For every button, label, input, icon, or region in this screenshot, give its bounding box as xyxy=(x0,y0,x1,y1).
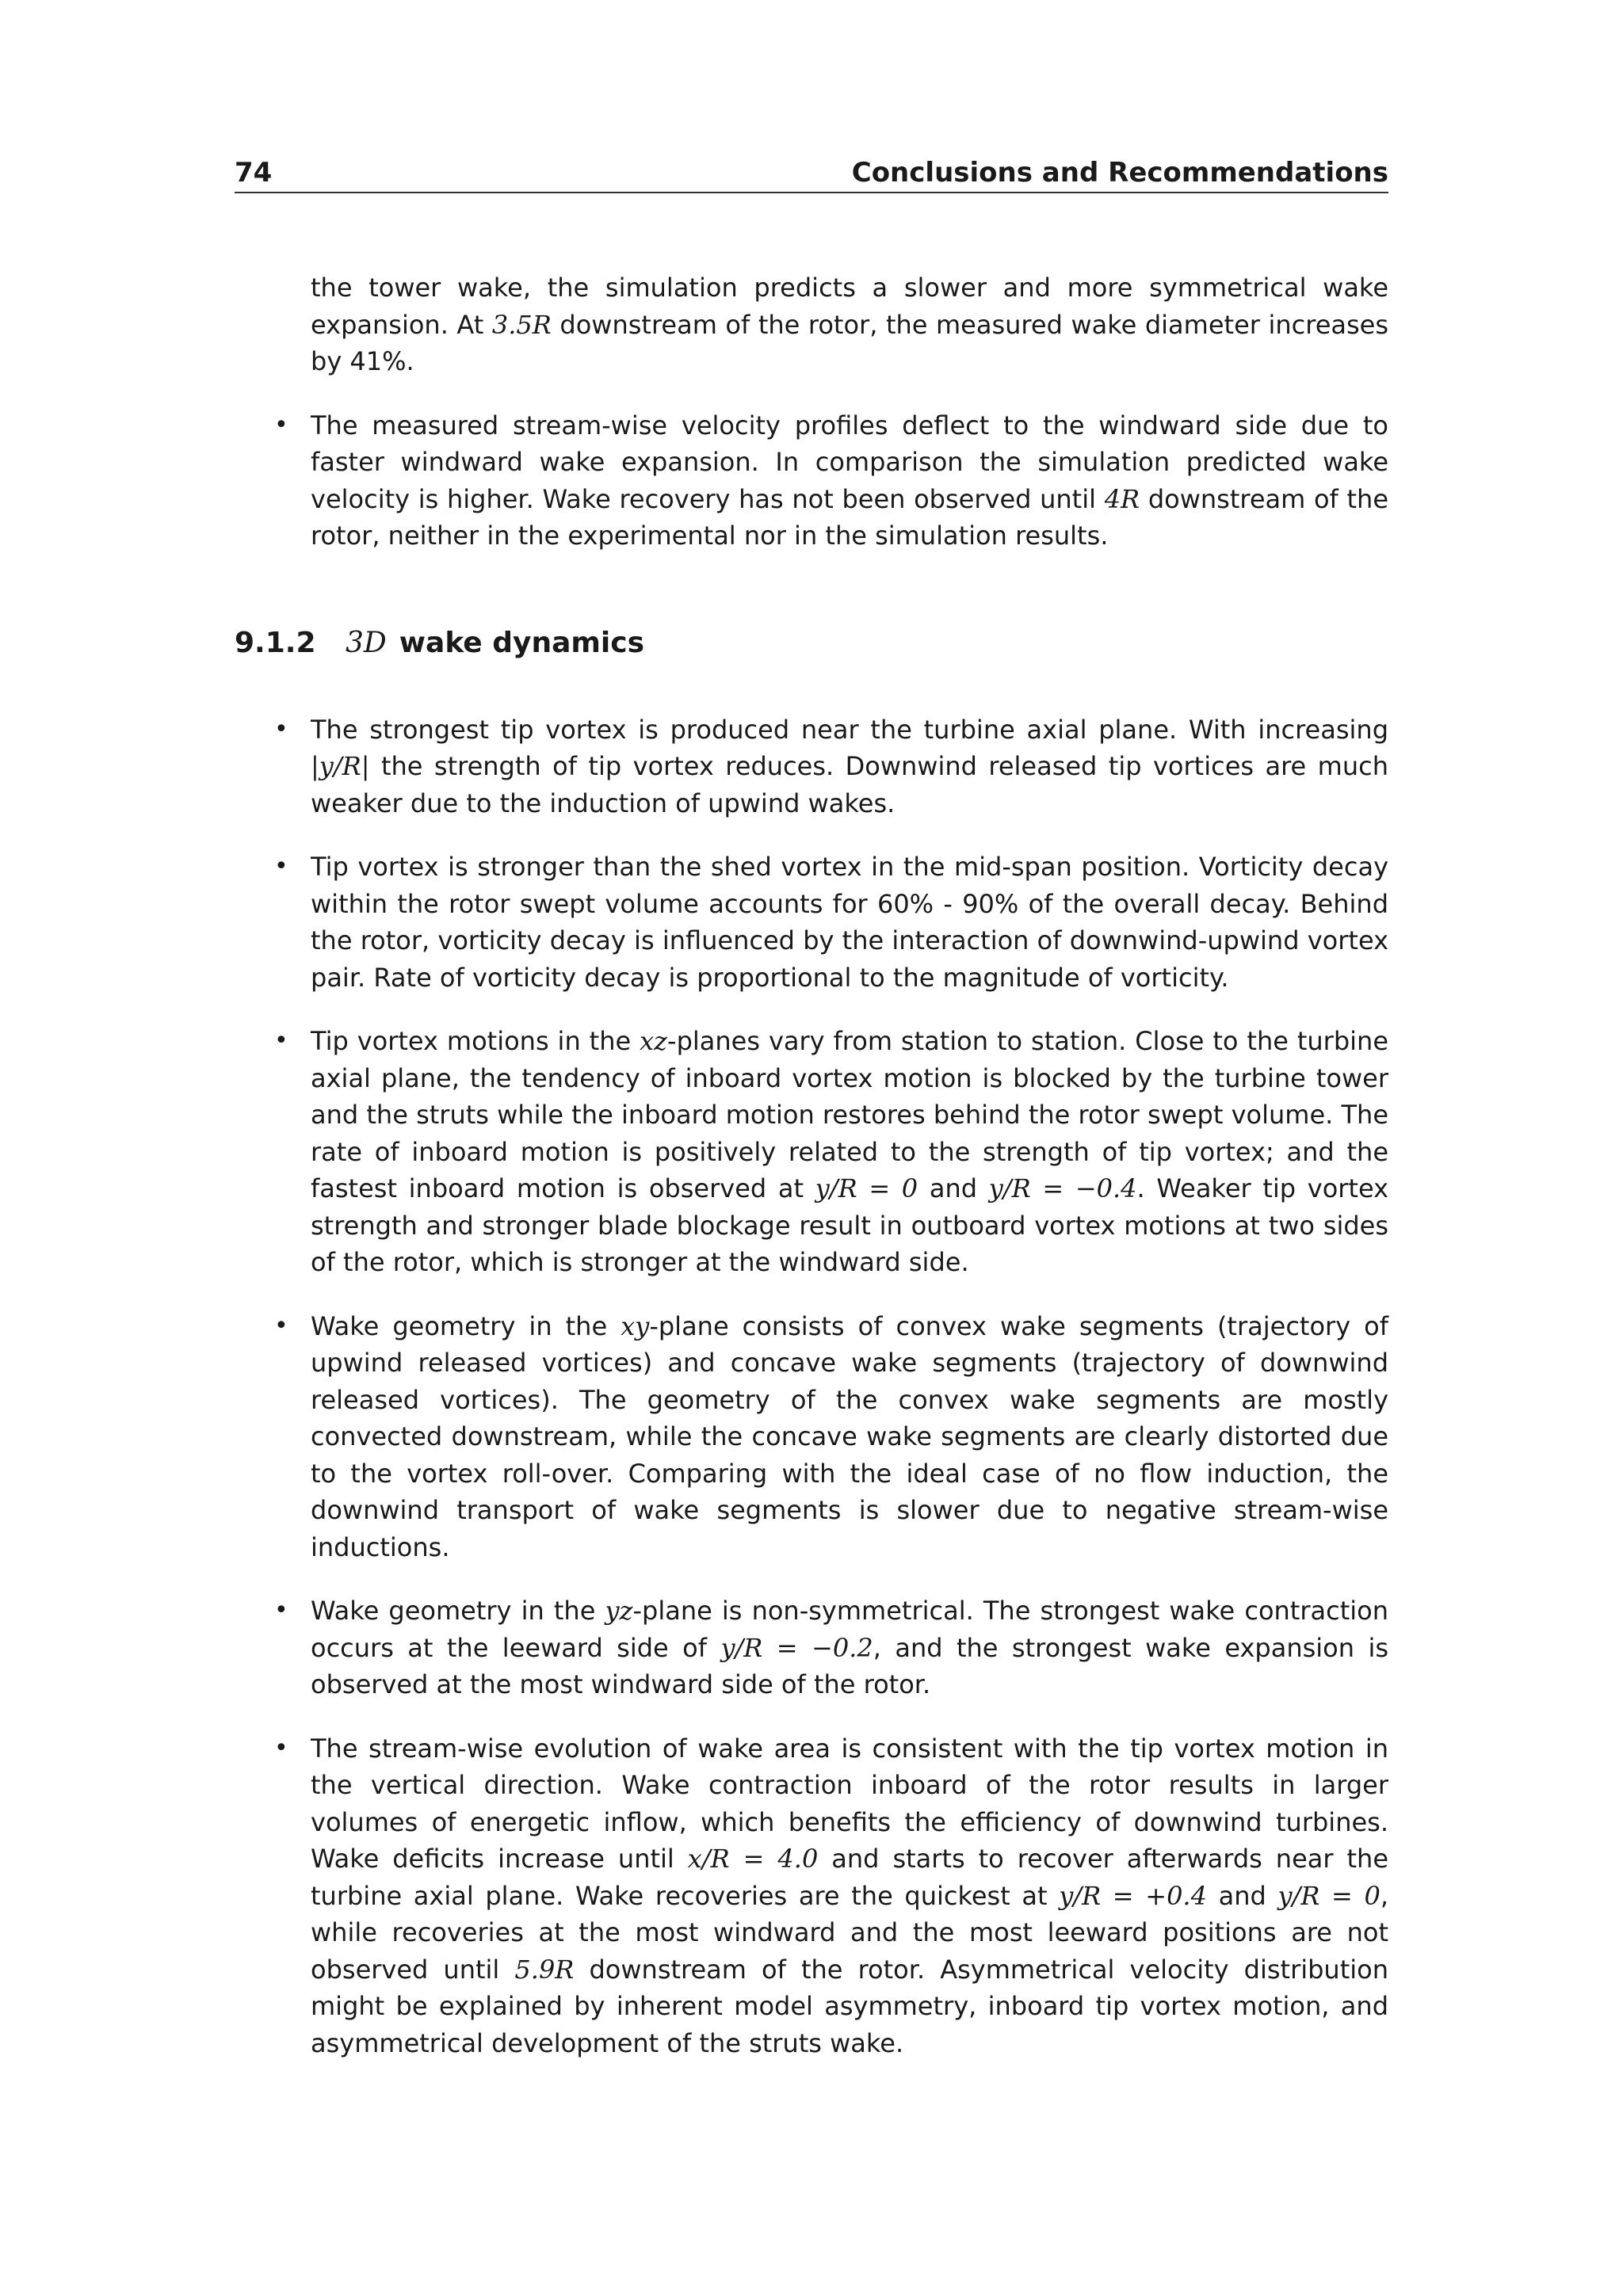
bullet-glyph: • xyxy=(274,1311,288,1340)
list-item-text xyxy=(311,407,1388,555)
bullet-glyph: • xyxy=(274,1027,288,1055)
math-xy: xy xyxy=(621,1310,650,1341)
math-x-over-R-4-0: x/R = 4.0 xyxy=(687,1844,819,1874)
page-number: 74 xyxy=(235,157,273,189)
body-text xyxy=(235,269,1388,2088)
text-run: downstream of the rotor, neither in the experimental nor in the simulation results. xyxy=(311,483,1389,551)
list-item xyxy=(274,1308,1389,1566)
continued-text-line2b: downstream of the rotor, the measured wake diameter increases by 41%. xyxy=(311,309,1389,376)
bullet-list-3d-wake xyxy=(235,711,1388,2062)
bullet-glyph: • xyxy=(274,715,288,743)
list-item xyxy=(274,1730,1389,2062)
math-4R: 4R xyxy=(1104,483,1140,514)
text-run: Wake geometry in the xyxy=(311,1596,605,1626)
bullet-list-wake-profiles xyxy=(235,407,1388,555)
section-title: wake dynamics xyxy=(399,626,645,659)
list-item xyxy=(274,407,1389,555)
text-run: and xyxy=(1206,1880,1278,1911)
list-item xyxy=(274,711,1388,822)
section-heading xyxy=(235,624,1388,662)
continued-paragraph xyxy=(311,269,1388,380)
text-run: and starts to recover afterwards near the turbine axial plane. Wake recoveries are the quickest at xyxy=(311,1844,1389,1911)
math-5-9R: 5.9R xyxy=(514,1954,575,1985)
bullet-glyph: • xyxy=(274,1596,288,1624)
math-yz: yz xyxy=(605,1596,633,1626)
text-run: The strongest tip vortex is produced near the turbine axial plane. With increasing xyxy=(311,714,1388,745)
text-run: , while recoveries at the most windward and the most leeward positions are not observed until xyxy=(311,1880,1389,1985)
chapter-title: Conclusions and Recommendations xyxy=(851,157,1388,189)
text-run: the strength of tip vortex reduces. Downwind released tip vortices are much weaker due to the induction of upwind wakes. xyxy=(311,751,1388,818)
running-header xyxy=(235,155,1388,193)
list-item xyxy=(274,849,1388,996)
continued-text-line2a: At xyxy=(456,309,492,340)
list-item xyxy=(274,1592,1389,1703)
list-item-text xyxy=(311,1023,1388,1281)
text-run: Tip vortex motions in the xyxy=(311,1026,640,1056)
list-item-text xyxy=(311,1592,1388,1703)
math-y-over-R-neg-0-2: y/R = −0.2 xyxy=(720,1632,873,1663)
bullet-glyph: • xyxy=(274,852,288,880)
continued-text-line1: the tower wake, the simulation predicts a slower and more symmetrical wake expansion. xyxy=(311,273,1388,340)
math-y-over-R-0: y/R = 0 xyxy=(815,1173,918,1203)
math-abs-y-over-R: |y/R| xyxy=(311,751,370,781)
text-run: Tip vortex is stronger than the shed vortex in the mid-span position. Vorticity decay within the rotor swept volume accounts for 60% - 90% of the overall decay. Behind the rotor, vorticity decay is influenced by the interaction of downwind-upwind vortex pair. Rate of vorticity decay is proportional to the magnitude of vorticity. xyxy=(311,852,1388,993)
text-run: and xyxy=(918,1173,989,1203)
math-y-over-R-0: y/R = 0 xyxy=(1277,1880,1381,1911)
text-run: -plane consists of convex wake segments (trajectory of upwind released vortices) and concave wake segments (trajectory of downwind released vortices). The geometry of the convex wake segments are mostly convected downstream, while the concave wake segments are clearly distorted due to the vortex roll-over. Comparing with the ideal case of no flow induction, the downwind transport of wake segments is slower due to negative stream-wise inductions. xyxy=(311,1310,1389,1562)
text-run: The measured stream-wise velocity profiles deflect to the windward side due to faster windward wake expansion. In comparison the simulation predicted wake velocity is higher. Wake recovery has not been observed until xyxy=(311,410,1388,514)
text-run: downstream of the rotor. Asymmetrical velocity distribution might be explained by inherent model asymmetry, inboard tip vortex motion, and asymmetrical development of the struts wake. xyxy=(311,1954,1389,2058)
list-item xyxy=(274,1023,1389,1281)
text-run: -planes vary from station to station. Close to the turbine axial plane, the tendency of inboard vortex motion is blocked by the turbine tower and the struts while the inboard motion restores behind the rotor swept volume. The rate of inboard motion is positively related to the strength of tip vortex; and the fastest inboard motion is observed at xyxy=(311,1026,1389,1203)
text-run: Wake geometry in the xyxy=(311,1310,621,1341)
bullet-glyph: • xyxy=(274,1733,288,1762)
math-3-5R: 3.5R xyxy=(491,309,552,340)
section-math: 3D xyxy=(346,626,387,659)
text-run: . Weaker tip vortex strength and stronger blade blockage result in outboard vortex motions at two sides of the rotor, which is stronger at the windward side. xyxy=(311,1173,1389,1277)
text-run: -plane is non-symmetrical. The strongest wake contraction occurs at the leeward side of xyxy=(311,1596,1389,1663)
math-y-over-R-plus-0-4: y/R = +0.4 xyxy=(1059,1880,1207,1911)
list-item-text xyxy=(311,849,1388,996)
list-item-text xyxy=(311,1730,1388,2062)
math-xz: xz xyxy=(640,1026,668,1056)
list-item-text xyxy=(311,711,1388,822)
text-run: The stream-wise evolution of wake area is consistent with the tip vortex motion in the vertical direction. Wake contraction inboard of the rotor results in larger volumes of energetic inflow, which benefits the efficiency of downwind turbines. Wake deficits increase until xyxy=(311,1733,1388,1874)
text-run: , and the strongest wake expansion is observed at the most windward side of the rotor. xyxy=(311,1632,1389,1699)
list-item-text xyxy=(311,1308,1388,1566)
math-y-over-R-neg-0-4: y/R = −0.4 xyxy=(988,1173,1137,1203)
section-number: 9.1.2 xyxy=(235,626,316,659)
bullet-glyph: • xyxy=(274,410,288,439)
